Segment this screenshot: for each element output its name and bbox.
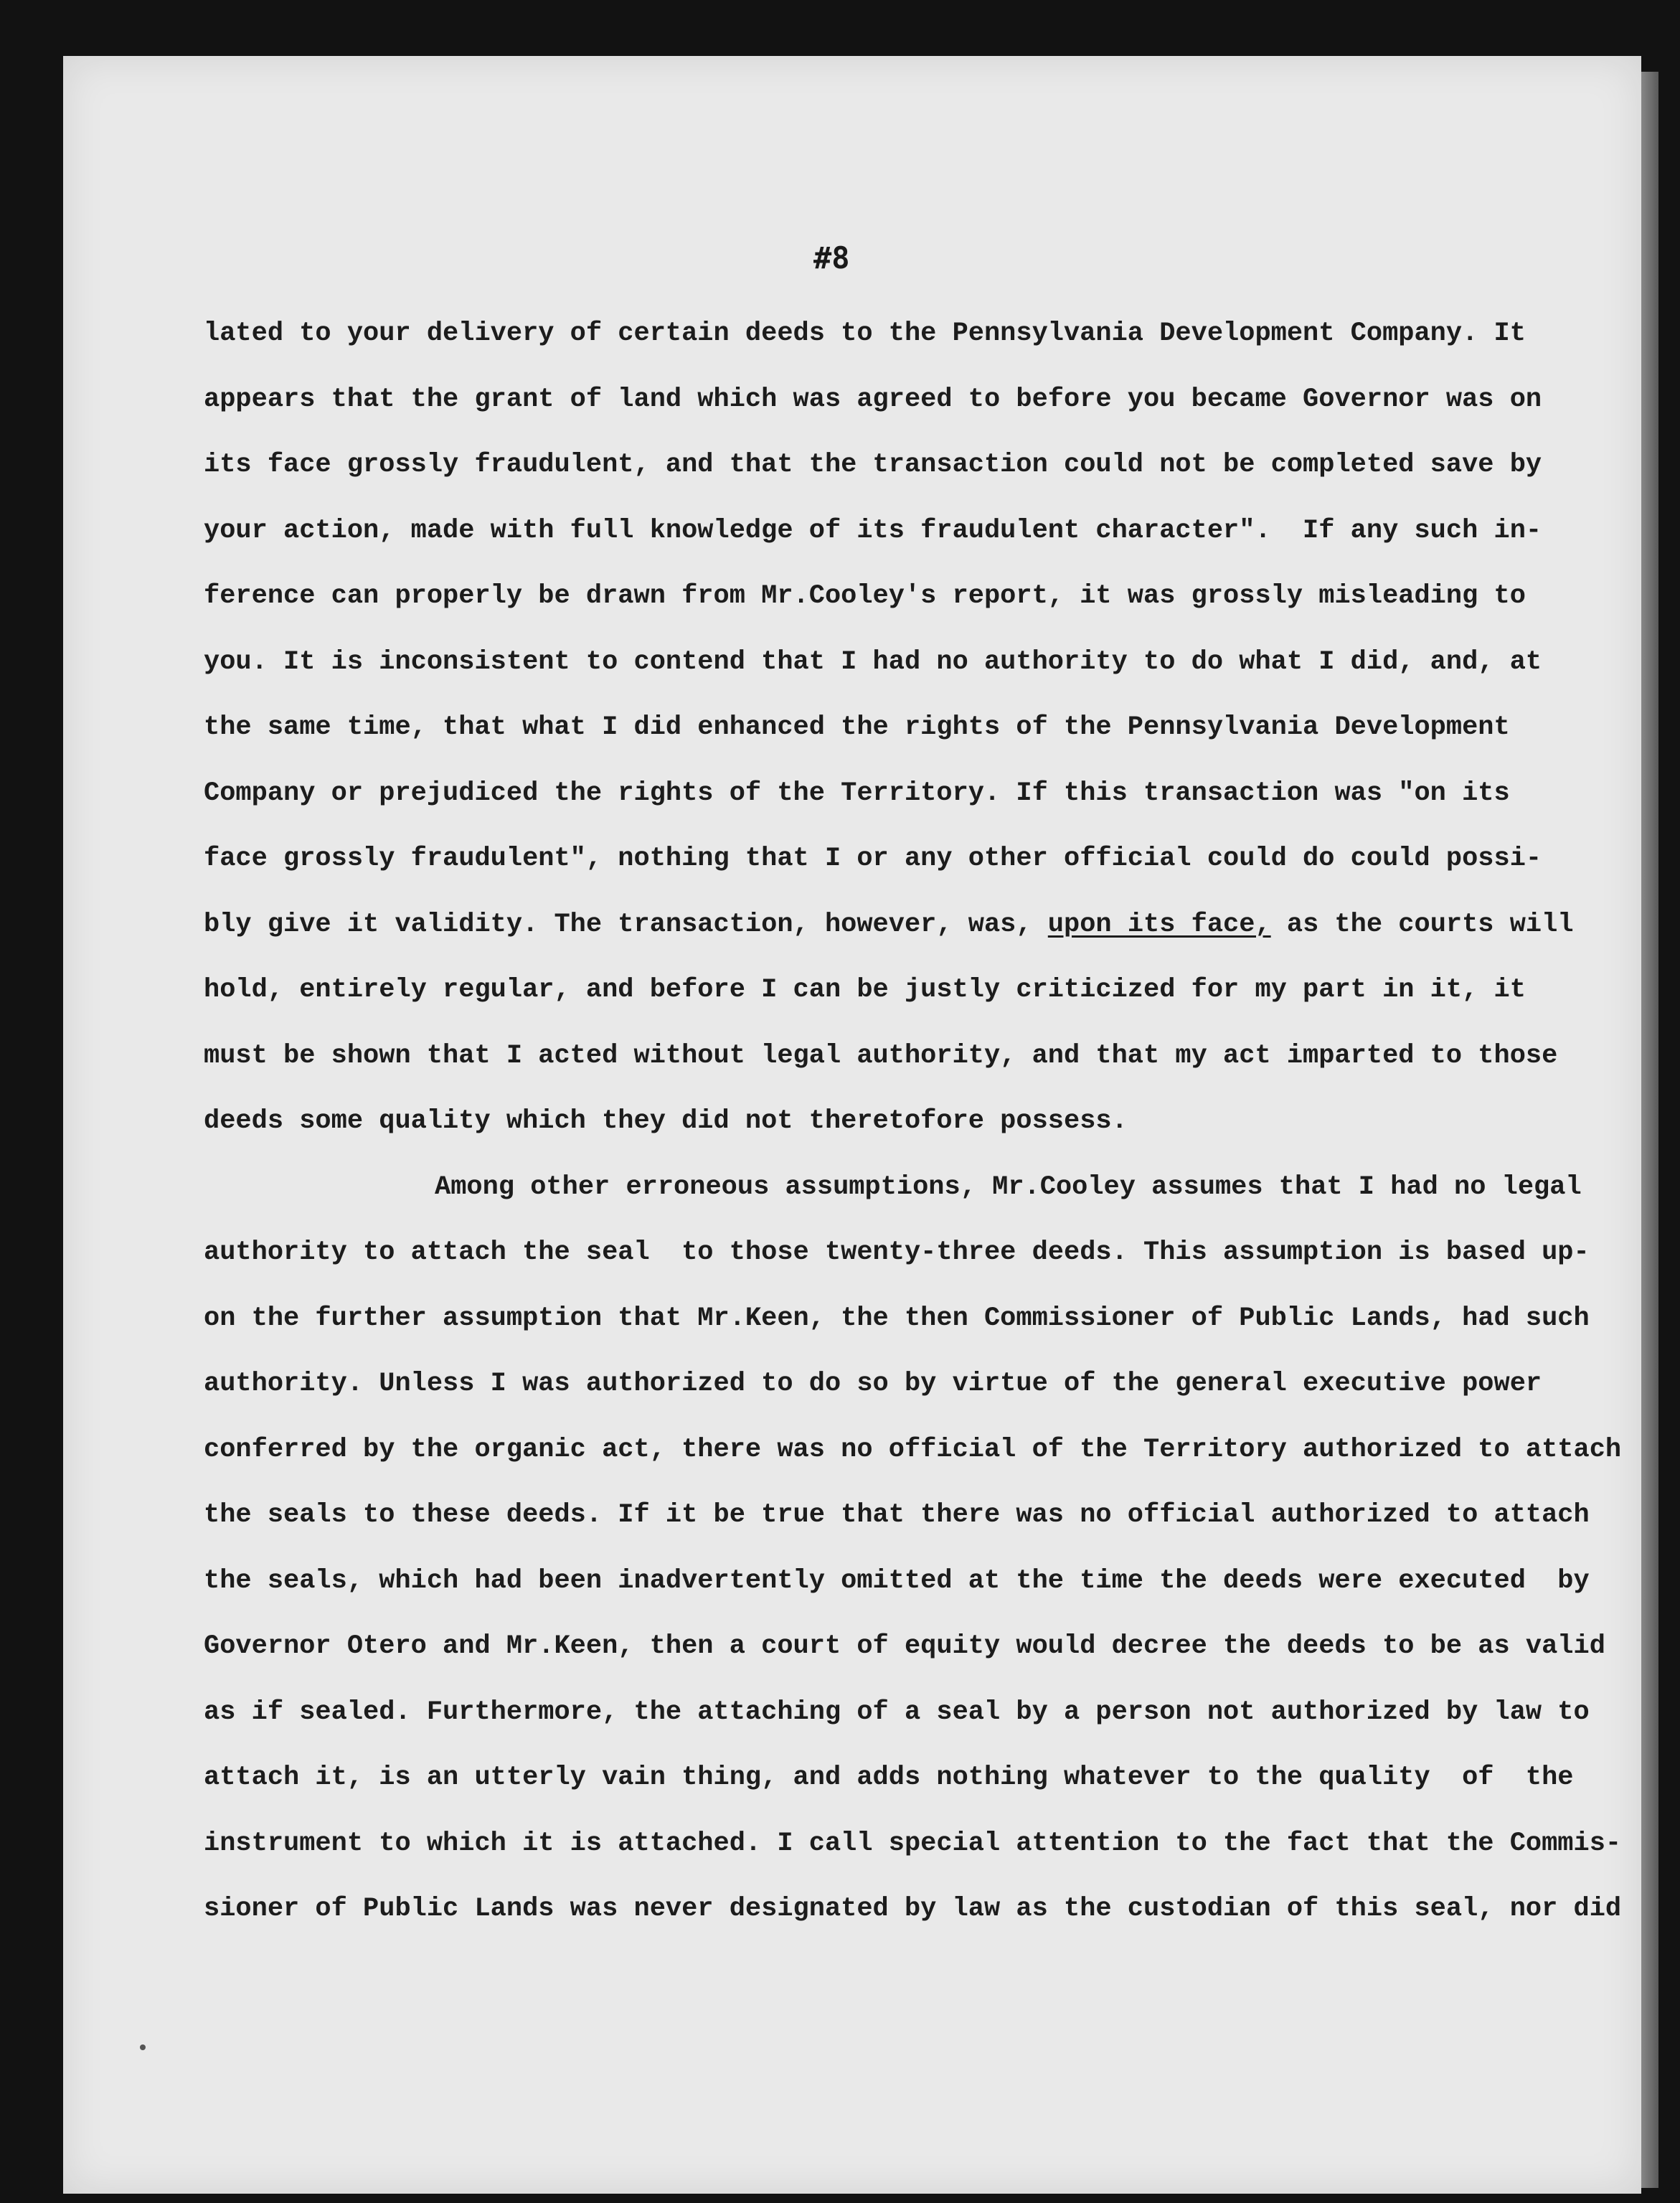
text-line: Governor Otero and Mr.Keen, then a court of equity would decree the deeds to be as valid — [204, 1631, 1605, 1661]
text-line: Company or prejudiced the rights of the Territory. If this transaction was "on its — [204, 778, 1510, 808]
text-line: authority to attach the seal to those twenty-three deeds. This assumption is based up- — [204, 1237, 1590, 1268]
line-text-after: as the courts will — [1270, 909, 1574, 940]
text-line: the seals, which had been inadvertently omitted at the time the deeds were executed by — [204, 1565, 1590, 1596]
underlined-phrase: upon its face, — [1047, 909, 1271, 940]
text-line: its face grossly fraudulent, and that the transaction could not be completed save by — [204, 450, 1542, 480]
text-line: must be shown that I acted without legal authority, and that my act imparted to those — [204, 1040, 1558, 1071]
text-line: conferred by the organic act, there was no official of the Territory authorized to attach — [204, 1434, 1622, 1465]
text-line: hold, entirely regular, and before I can be justly criticized for my part in it, it — [204, 975, 1526, 1005]
line-text-before: bly give it validity. The transaction, however, was, — [204, 909, 1048, 940]
text-line: you. It is inconsistent to contend that I had no authority to do what I did, and, at — [204, 646, 1542, 677]
text-line: your action, made with full knowledge of its fraudulent character". If any such in- — [204, 515, 1542, 546]
text-line: sioner of Public Lands was never designated by law as the custodian of this seal, nor did — [204, 1894, 1622, 1924]
text-line: authority. Unless I was authorized to do so by virtue of the general executive power — [204, 1369, 1542, 1399]
text-line: appears that the grant of land which was agreed to before you became Governor was on — [204, 384, 1542, 415]
text-line: the seals to these deeds. If it be true that there was no official authorized to attach — [204, 1500, 1590, 1530]
page-number: #8 — [813, 240, 850, 275]
text-line: face grossly fraudulent", nothing that I or any other official could do could possi- — [204, 844, 1542, 874]
letter-body — [204, 301, 1622, 1943]
paragraph-start-line: Among other erroneous assumptions, Mr.Cooley assumes that I had no legal — [435, 1171, 1582, 1202]
text-line-underlined-phrase — [204, 892, 1588, 958]
text-line: deeds some quality which they did not theretofore possess. — [204, 1106, 1128, 1136]
text-line: attach it, is an utterly vain thing, and adds nothing whatever to the quality of the — [204, 1763, 1574, 1793]
text-line: lated to your delivery of certain deeds to the Pennsylvania Development Company. It — [204, 319, 1526, 349]
text-line: ference can properly be drawn from Mr.Cooley's report, it was grossly misleading to — [204, 581, 1526, 611]
text-line: the same time, that what I did enhanced the rights of the Pennsylvania Development — [204, 712, 1510, 742]
text-line: on the further assumption that Mr.Keen, the then Commissioner of Public Lands, had such — [204, 1303, 1590, 1334]
ink-speck — [140, 2044, 146, 2050]
text-line: as if sealed. Furthermore, the attaching of a seal by a person not authorized by law to — [204, 1697, 1590, 1727]
text-line: instrument to which it is attached. I call special attention to the fact that the Commis- — [204, 1828, 1622, 1859]
